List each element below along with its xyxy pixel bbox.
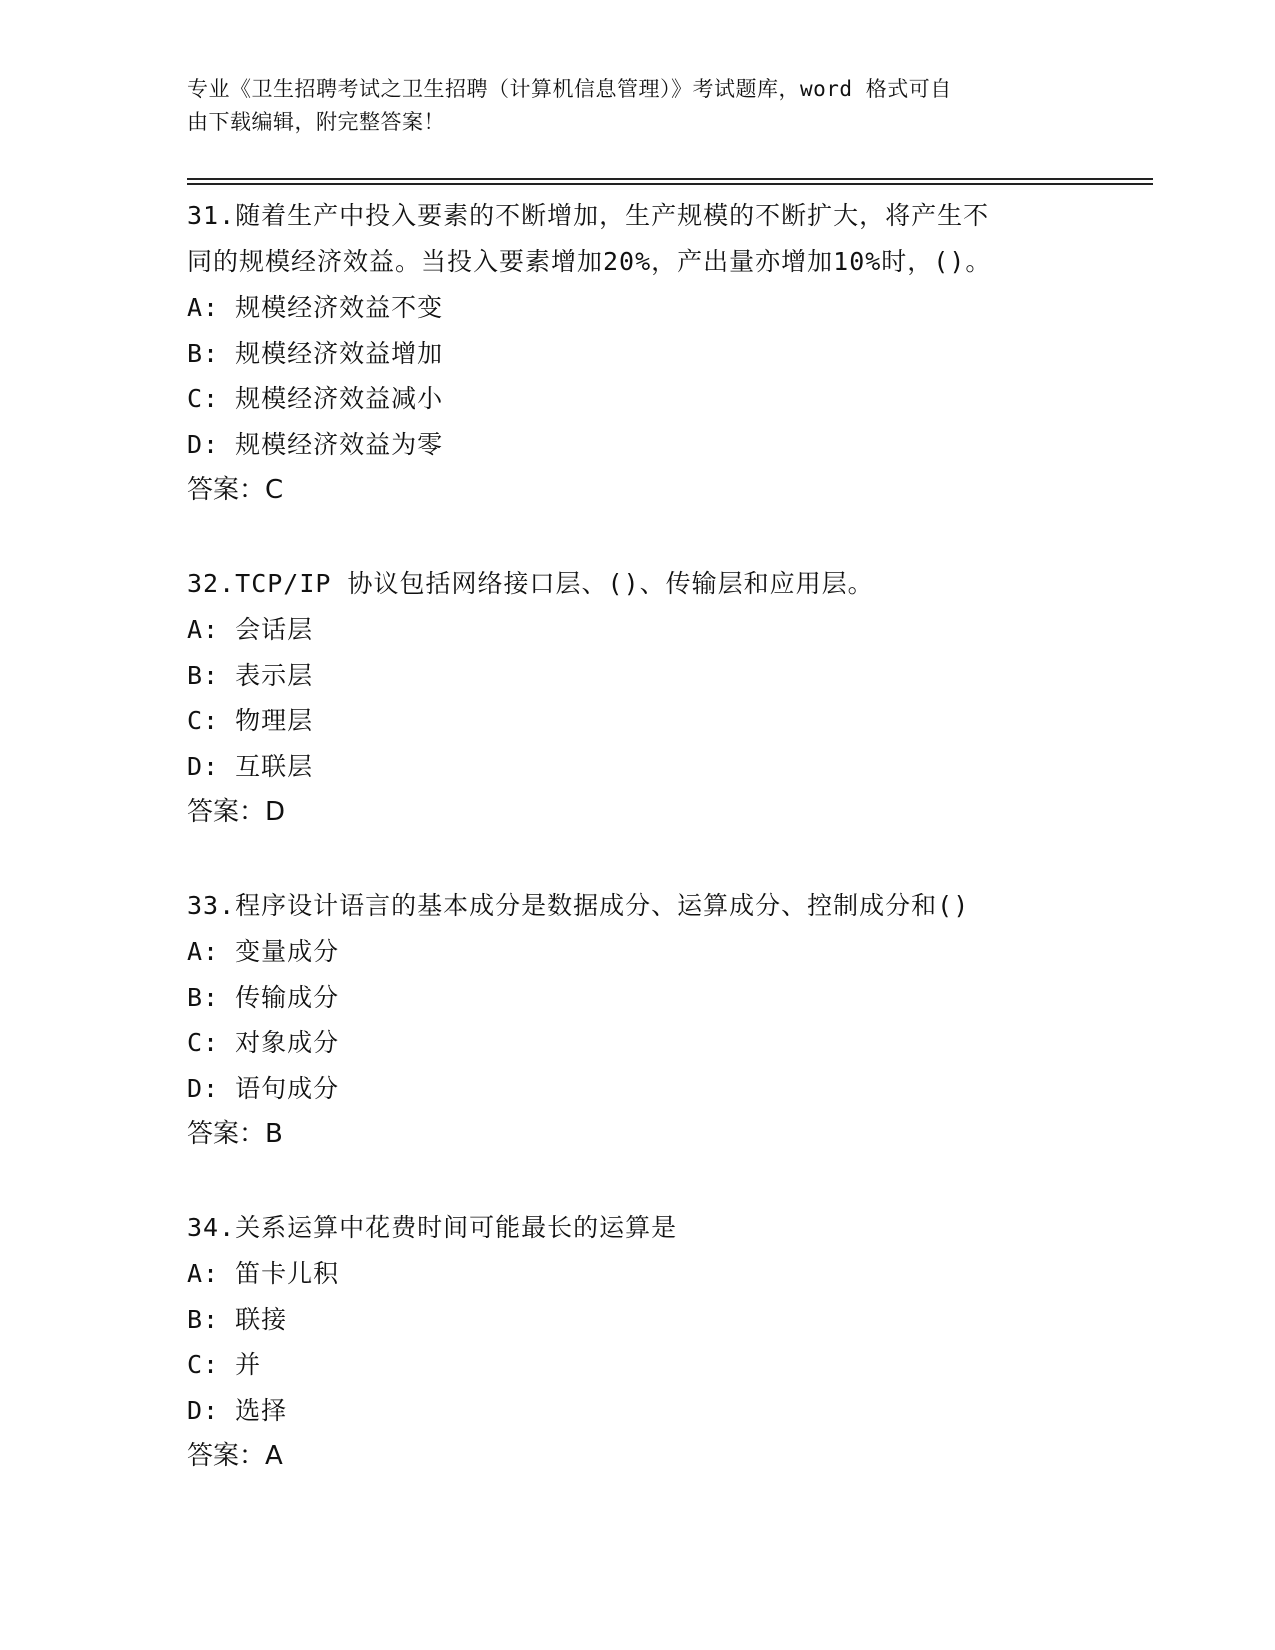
answer-text: 答案：D [187,797,286,827]
document-header [187,73,1067,139]
header-divider [187,178,1153,180]
header-line: 专业《卫生招聘考试之卫生招聘（计算机信息管理）》考试题库，word 格式可自 [187,77,952,101]
question-stem [187,883,1127,929]
question-stem-line: 同的规模经济效益。当投入要素增加20%，产出量亦增加10%时，()。 [187,247,992,276]
header-divider [187,183,1153,185]
option-d: D: 互联层 [187,751,314,781]
option-d: D: 语句成分 [187,1073,340,1103]
question-stem-line: 34.关系运算中花费时间可能最长的运算是 [187,1213,678,1242]
answer-text: 答案：C [187,475,284,505]
option-b: B: 表示层 [187,660,314,690]
question-stem [187,561,1127,607]
question-list [187,193,1127,1527]
question-34 [187,1205,1127,1479]
option-c: C: 物理层 [187,706,314,735]
option-c: C: 规模经济效益减小 [187,384,444,413]
option-b: B: 规模经济效益增加 [187,338,444,368]
option-a: A: 笛卡儿积 [187,1259,340,1288]
answer-text: 答案：A [187,1441,283,1471]
question-stem [187,193,1127,285]
question-stem-line: 33.程序设计语言的基本成分是数据成分、运算成分、控制成分和() [187,891,970,920]
option-a: A: 变量成分 [187,937,340,966]
option-b: B: 联接 [187,1304,288,1334]
question-stem-line: 32.TCP/IP 协议包括网络接口层、()、传输层和应用层。 [187,569,874,598]
option-c: C: 对象成分 [187,1028,340,1057]
option-b: B: 传输成分 [187,982,340,1012]
answer-text: 答案：B [187,1119,283,1149]
question-31 [187,193,1127,513]
question-stem [187,1205,1127,1251]
question-33 [187,883,1127,1157]
option-a: A: 规模经济效益不变 [187,293,444,322]
question-stem-line: 31.随着生产中投入要素的不断增加，生产规模的不断扩大，将产生不 [187,201,990,230]
option-d: D: 选择 [187,1395,288,1425]
header-line: 由下载编辑，附完整答案！ [187,110,445,134]
option-a: A: 会话层 [187,615,314,644]
option-d: D: 规模经济效益为零 [187,429,444,459]
question-32 [187,561,1127,835]
option-c: C: 并 [187,1350,262,1379]
